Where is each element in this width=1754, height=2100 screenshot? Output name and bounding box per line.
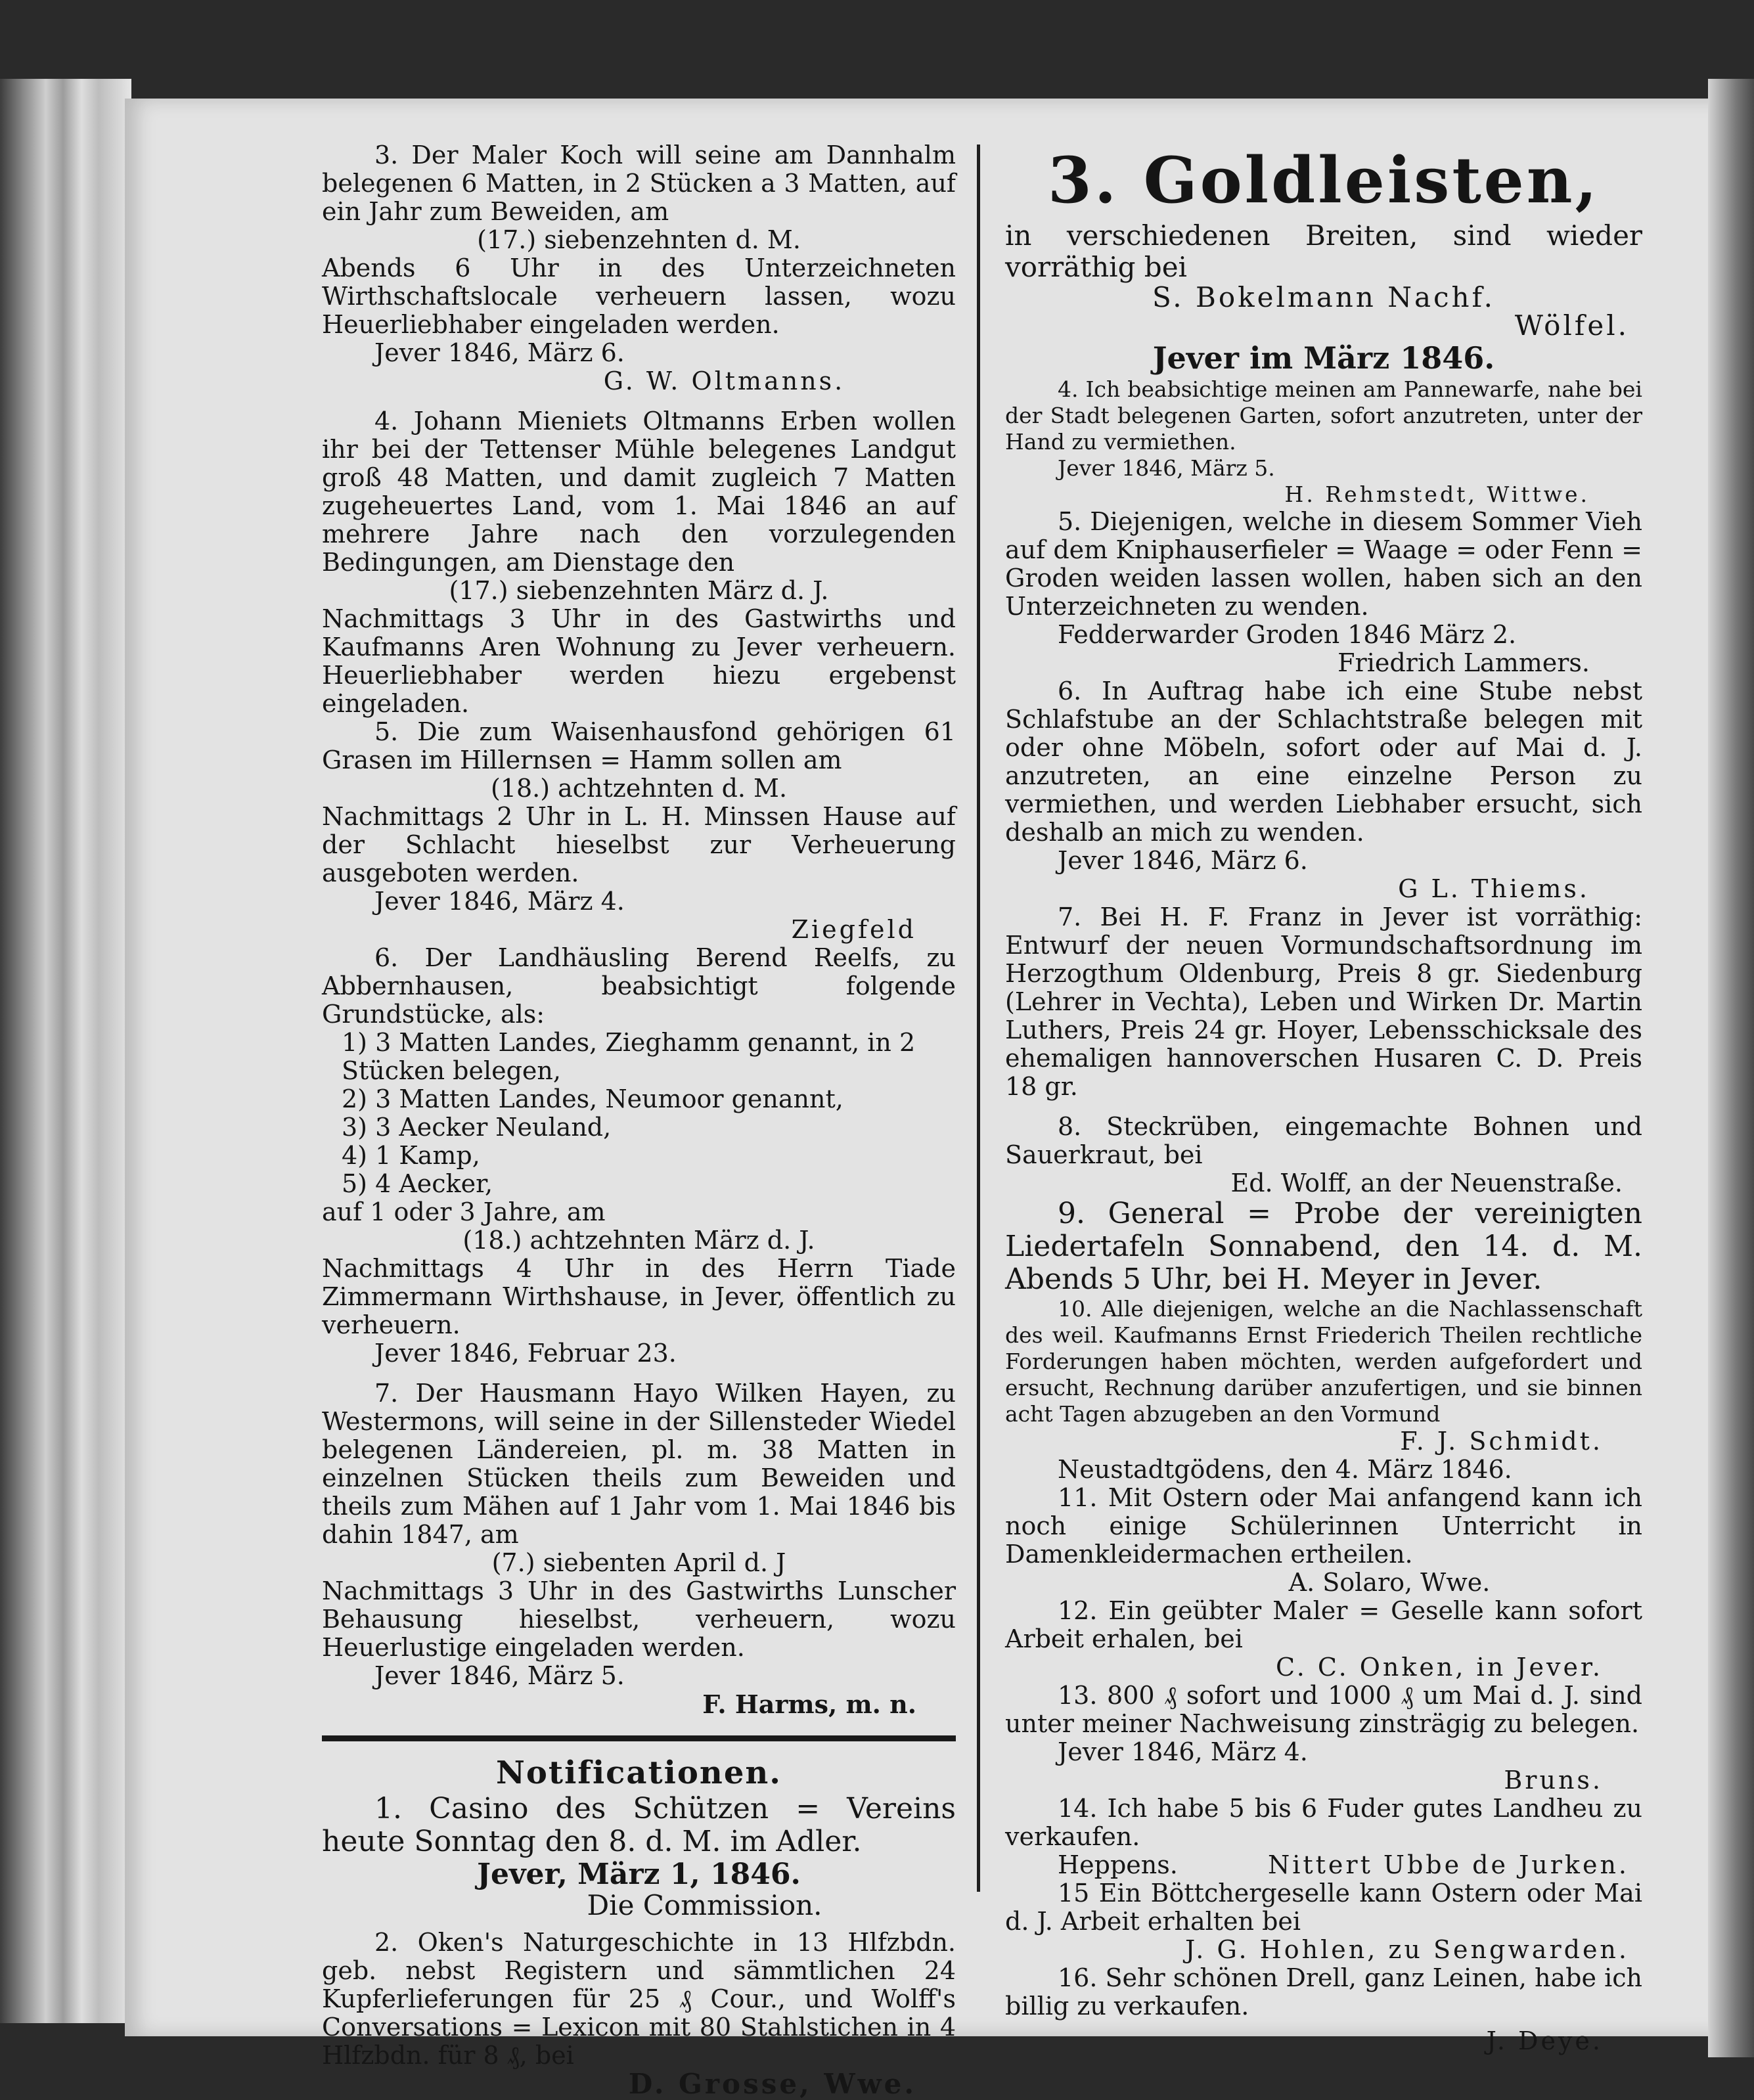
notice-12 (1005, 1597, 1642, 1682)
notice-1-signature: Die Commission. (587, 1889, 822, 1921)
ad-date: (7.) siebenten April d. J (491, 1548, 786, 1577)
notice-6 (1005, 677, 1642, 903)
notice-13-text: 13. 800 ₰ sofort und 1000 ₰ um Mai d. J. sind unter meiner Nachweisung zinsträgig zu belegen. (1005, 1681, 1642, 1738)
ad-time: Nachmittags 3 Uhr in des Gastwirths und Kaufmanns Aren Wohnung zu Jever verheuern. Heuerliebhaber werden hiezu ergebenst eingeladen. (322, 604, 956, 718)
notice-16-signature: J. Deye. (1486, 2026, 1603, 2055)
notice-5-signature: Friedrich Lammers. (1338, 648, 1590, 677)
notice-12-signature: C. C. Onken, in Jever. (1276, 1653, 1603, 1682)
notice-2-text: 2. Oken's Naturgeschichte in 13 Hlfzbdn. geb. nebst Registern und sämmtlichen 24 Kupferlieferungen für 25 ₰ Cour., und Wolff's Conversations = Lexicon mit 80 Stahlstichen in 4 Hlfzbdn. für 8 ₰, bei (322, 1928, 956, 2070)
notice-6-place-date: Jever 1846, März 6. (1058, 846, 1308, 875)
ad-signature: G. W. Oltmanns. (603, 367, 845, 395)
notice-9-text: 9. General = Probe der vereinigten Liedertafeln Sonnabend, den 14. d. M. Abends 5 Uhr, bei H. Meyer in Jever. (1005, 1197, 1642, 1296)
right-column (1005, 141, 1642, 2055)
ad-date: (17.) siebenzehnten März d. J. (449, 576, 829, 605)
ad-time: Nachmittags 4 Uhr in des Herrn Tiade Zimmermann Wirthshause, in Jever, öffentlich zu verheuern. (322, 1254, 956, 1339)
notice-4 (1005, 376, 1642, 508)
notice-14-place: Heppens. (1058, 1850, 1178, 1879)
ad-text: 3. Der Maler Koch will seine am Dannhalm belegenen 6 Matten, in 2 Stücken a 3 Matten, auf ein Jahr zum Beweiden, am (322, 141, 956, 226)
notice-14-signature: Nittert Ubbe de Jurken. (1267, 1850, 1629, 1879)
notice-16-text: 16. Sehr schönen Drell, ganz Leinen, habe ich billig zu verkaufen. (1005, 1963, 1642, 2021)
notice-11-signature: A. Solaro, Wwe. (1288, 1568, 1491, 1597)
notice-10-signature: F. J. Schmidt. (1400, 1427, 1603, 1456)
ad-place-date: Jever 1846, März 6. (374, 338, 625, 367)
notice-11-text: 11. Mit Ostern oder Mai anfangend kann ich noch einige Schülerinnen Unterricht in Damenkleidermachen ertheilen. (1005, 1483, 1642, 1569)
book-edge-left (0, 79, 131, 2023)
notice-7-text: 7. Bei H. F. Franz in Jever ist vorräthig: Entwurf der neuen Vormundschaftsordnung im Herzogthum Oldenburg, Preis 8 gr. Siedenburg (Lehrer in Vechta), Leben und Wirken Dr. Martin Luthers, Preis 24 gr. Hoyer, Lebensschicksale des ehemaligen hannoverschen Husaren C. D. Preis 18 gr. (1005, 903, 1642, 1101)
section-rule (322, 1735, 956, 1741)
ad-7 (322, 1379, 956, 1718)
ad-date: (18.) achtzehnten d. M. (490, 774, 788, 803)
notice-8-signature: Ed. Wolff, an der Neuenstraße. (1230, 1169, 1623, 1197)
ad-place-date: Jever 1846, Februar 23. (374, 1339, 677, 1368)
ad-3 (322, 141, 956, 395)
ad-time: Abends 6 Uhr in des Unterzeichneten Wirthschaftslocale verheuern lassen, wozu Heuerliebhaber eingeladen werden. (322, 254, 956, 339)
notice-15-signature: J. G. Hohlen, zu Sengwarden. (1185, 1935, 1629, 1964)
notice-3-heading: 3. Goldleisten, (1048, 143, 1600, 217)
notice-5-place-date: Fedderwarder Groden 1846 März 2. (1058, 620, 1517, 649)
notice-6-signature: G L. Thiems. (1398, 874, 1590, 903)
notice-12-text: 12. Ein geübter Maler = Geselle kann sofort Arbeit erhalen, bei (1005, 1596, 1642, 1653)
ad-after: auf 1 oder 3 Jahre, am (322, 1197, 606, 1226)
notice-13-place-date: Jever 1846, März 4. (1058, 1737, 1308, 1766)
ad-text: 6. Der Landhäusling Berend Reelfs, zu Abbernhausen, beabsichtigt folgende Grundstücke, als: (322, 943, 956, 1029)
notice-15-text: 15 Ein Böttchergeselle kann Ostern oder Mai d. J. Arbeit erhalten bei (1005, 1879, 1642, 1936)
notice-5 (1005, 508, 1642, 677)
notice-13-signature: Bruns. (1504, 1766, 1603, 1795)
notice-11 (1005, 1484, 1642, 1597)
ad-time: Nachmittags 2 Uhr in L. H. Minssen Hause auf der Schlacht hieselbst zur Verheuerung ausgeboten werden. (322, 802, 956, 887)
ad-text: 5. Die zum Waisenhausfond gehörigen 61 Grasen im Hillernsen = Hamm sollen am (322, 717, 956, 774)
ad-signature: F. Harms, m. n. (702, 1689, 916, 1719)
notice-3-firm: S. Bokelmann Nachf. (1152, 281, 1495, 313)
notice-14-text: 14. Ich habe 5 bis 6 Fuder gutes Landheu zu verkaufen. (1005, 1794, 1642, 1851)
notice-10-text: 10. Alle diejenigen, welche an die Nachlassenschaft des weil. Kaufmanns Ernst Friederich Theilen rechtliche Forderungen haben möchten, werden aufgefordert und ersucht, Rechnung darüber anzufertigen, und sie binnen acht Tagen abzugeben an den Vormund (1005, 1296, 1642, 1427)
section-heading: Notificationen. (496, 1754, 782, 1791)
notice-2-signature: D. Grosse, Wwe. (628, 2068, 916, 2100)
notice-3 (1005, 141, 1642, 376)
notice-1-text: 1. Casino des Schützen = Vereins heute Sonntag den 8. d. M. im Adler. (322, 1792, 956, 1858)
notice-3-place-date: Jever im März 1846. (1152, 340, 1495, 376)
list-item: 1) 3 Matten Landes, Zieghamm genannt, in 2 Stücken belegen, (342, 1028, 916, 1085)
ad-date: (18.) achtzehnten März d. J. (462, 1226, 815, 1255)
list-item: 2) 3 Matten Landes, Neumoor genannt, (342, 1084, 843, 1113)
notice-3-firm2: Wölfel. (1514, 309, 1629, 342)
notice-13 (1005, 1682, 1642, 1795)
column-divider (977, 145, 980, 1892)
notice-10-place-date: Neustadtgödens, den 4. März 1846. (1058, 1455, 1512, 1484)
notice-4-text: 4. Ich beabsichtige meinen am Pannewarfe, nahe bei der Stadt belegenen Garten, sofort anzutreten, unter der Hand zu vermiethen. (1005, 376, 1642, 455)
ad-6 (322, 944, 956, 1368)
list-item: 3) 3 Aecker Neuland, (342, 1113, 612, 1142)
book-edge-right (1708, 79, 1754, 2057)
ad-date: (17.) siebenzehnten d. M. (477, 225, 801, 254)
ad-4 (322, 407, 956, 718)
notice-8 (1005, 1113, 1642, 1197)
list-item: 5) 4 Aecker, (342, 1169, 493, 1198)
notice-16 (1005, 1964, 1642, 2055)
notice-14 (1005, 1795, 1642, 1879)
notice-3-text: in verschiedenen Breiten, sind wieder vorräthig bei (1005, 219, 1642, 283)
notice-10 (1005, 1296, 1642, 1484)
notice-4-signature: H. Rehmstedt, Wittwe. (1284, 481, 1590, 507)
ad-5 (322, 718, 956, 944)
notice-7 (1005, 903, 1642, 1101)
notice-4-place-date: Jever 1846, März 5. (1058, 455, 1275, 481)
ad-signature: Ziegfeld (791, 915, 916, 944)
list-item: 4) 1 Kamp, (342, 1141, 480, 1170)
ad-text: 4. Johann Mieniets Oltmanns Erben wollen ihr bei der Tettenser Mühle belegenes Landgut groß 48 Matten, und damit zugleich 7 Matten zugeheuertes Land, vom 1. Mai 1846 an auf mehrere Jahre nach den vorzulegenden Bedingungen, am Dienstage den (322, 407, 956, 577)
notice-15 (1005, 1879, 1642, 1964)
notice-8-text: 8. Steckrüben, eingemachte Bohnen und Sauerkraut, bei (1005, 1112, 1642, 1169)
notice-1-date: Jever, März 1, 1846. (477, 1858, 801, 1891)
notice-6-text: 6. In Auftrag habe ich eine Stube nebst Schlafstube an der Schlachtstraße belegen mit oder ohne Möbeln, sofort oder auf Mai d. J. anzutreten, an eine einzelne Person zu vermiethen, und werden Liebhaber ersucht, sich deshalb an mich zu wenden. (1005, 677, 1642, 847)
ad-text: 7. Der Hausmann Hayo Wilken Hayen, zu Westermons, will seine in der Sillensteder Wiedel belegenen Ländereien, pl. m. 38 Matten in einzelnen Stücken theils zum Beweiden und theils zum Mähen auf 1 Jahr vom 1. Mai 1846 bis dahin 1847, am (322, 1379, 956, 1549)
ad-time: Nachmittags 3 Uhr in des Gastwirths Lunscher Behausung hieselbst, verheuern, wozu Heuerlustige eingeladen werden. (322, 1576, 956, 1662)
notice-5-text: 5. Diejenigen, welche in diesem Sommer Vieh auf dem Kniphauserfieler = Waage = oder Fenn = Groden weiden lassen wollen, haben sich an den Unterzeichneten zu wenden. (1005, 507, 1642, 621)
notice-9 (1005, 1197, 1642, 1296)
notifications-section (322, 1753, 956, 2098)
left-column (322, 141, 956, 2098)
ad-place-date: Jever 1846, März 4. (374, 887, 625, 916)
ad-place-date: Jever 1846, März 5. (374, 1661, 625, 1690)
